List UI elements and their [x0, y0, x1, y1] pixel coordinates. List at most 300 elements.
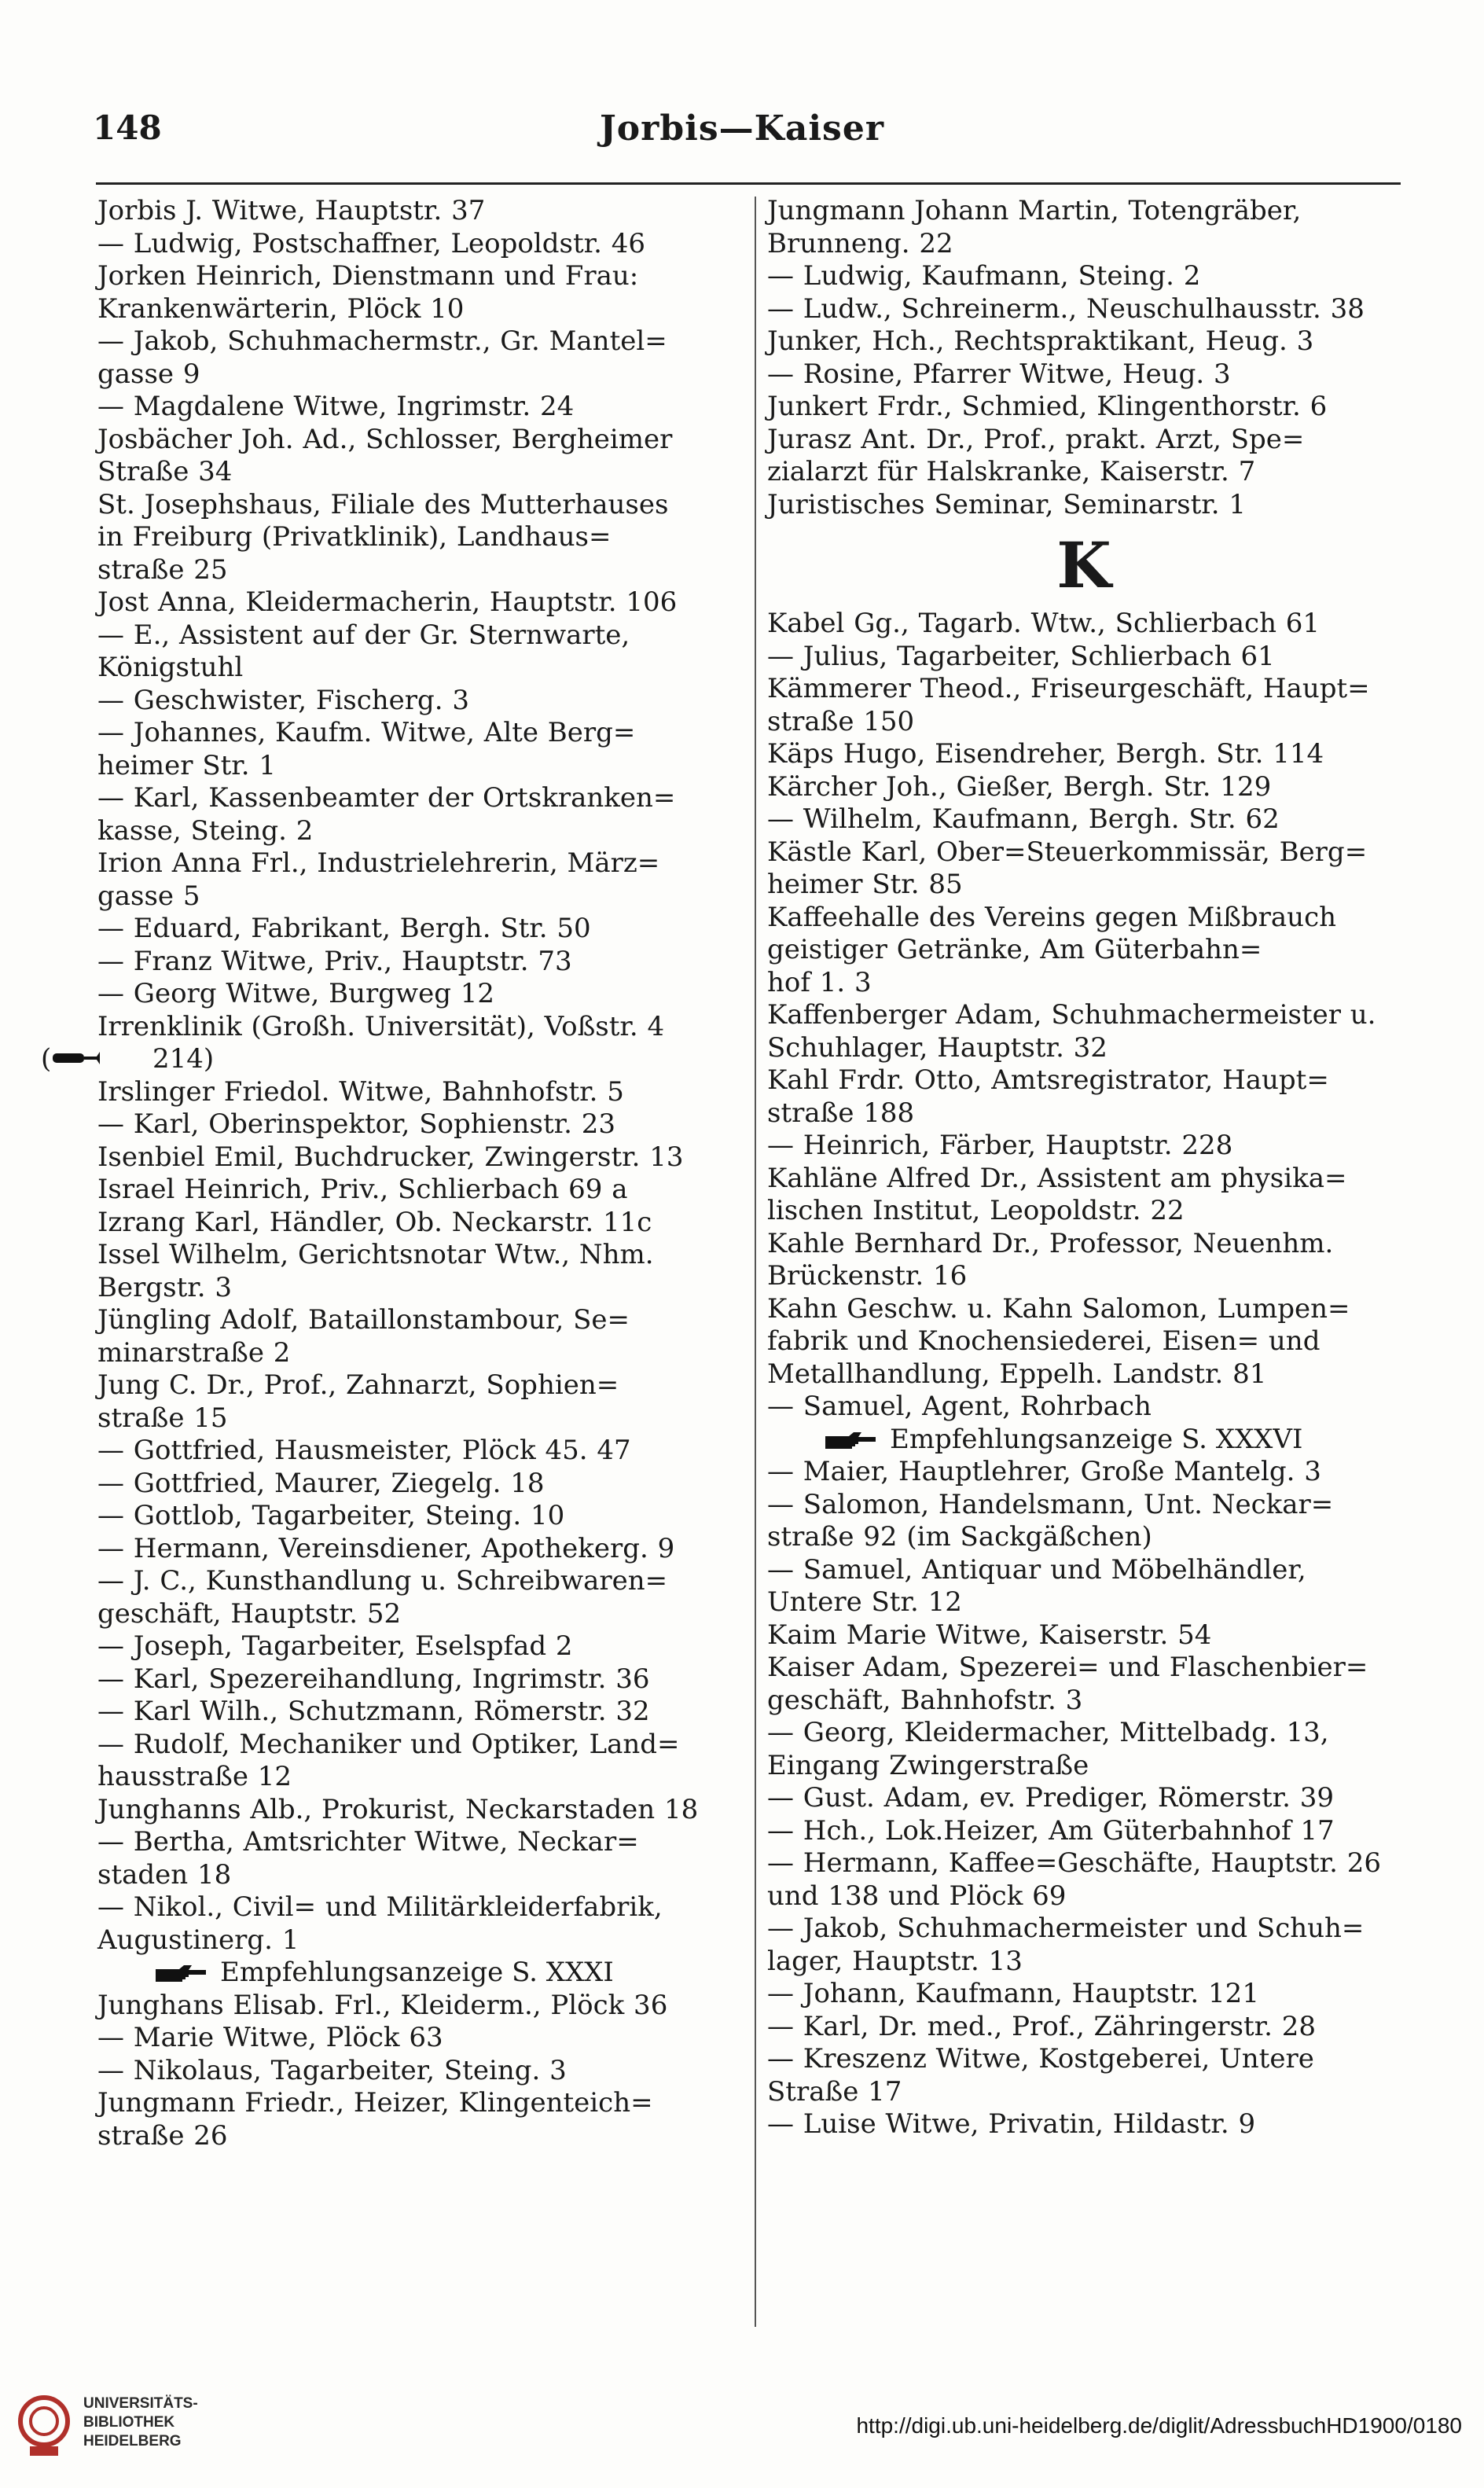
directory-entry	[97, 424, 747, 489]
directory-entry	[97, 1141, 747, 1174]
entry-text: lischen Institut, Leopoldstr. 22	[767, 1195, 1185, 1226]
library-seal-icon	[14, 2390, 74, 2465]
entry-text: straße 15	[97, 1402, 228, 1434]
section-letter: K	[1056, 528, 1111, 602]
entry-text: — Heinrich, Färber, Hauptstr. 228	[767, 1130, 1233, 1161]
entry-text: — Geschwister, Fischerg. 3	[97, 684, 470, 716]
entry-line	[767, 836, 1401, 869]
entry-line	[97, 1141, 747, 1174]
entry-text: geschäft, Bahnhofstr. 3	[767, 1684, 1083, 1716]
entry-text: Kämmerer Theod., Friseurgeschäft, Haupt=	[767, 673, 1370, 704]
entry-text: Kärcher Joh., Gießer, Bergh. Str. 129	[767, 770, 1272, 803]
entry-line	[97, 1010, 747, 1044]
directory-entry	[767, 641, 1401, 674]
entry-text: — Jakob, Schuhmachermstr., Gr. Mantel=	[97, 325, 667, 357]
directory-entry	[97, 2055, 747, 2088]
entry-text: Izrang Karl, Händler, Ob. Neckarstr. 11c	[97, 1206, 652, 1238]
entry-line	[767, 608, 1401, 641]
entry-text: St. Josephshaus, Filiale des Mutterhauses	[97, 488, 669, 520]
directory-entry	[767, 391, 1401, 424]
column-divider	[755, 197, 756, 2327]
directory-entry	[767, 1652, 1401, 1717]
entry-line	[97, 1239, 747, 1272]
directory-entry	[767, 1064, 1401, 1130]
entry-text: — Georg Witwe, Burgweg 12	[97, 978, 495, 1009]
entry-text: fabrik und Knochensiederei, Eisen= und	[767, 1325, 1321, 1357]
entry-text: — Ludw., Schreinerm., Neuschulhausstr. 38	[767, 292, 1365, 325]
entry-line	[97, 1696, 747, 1729]
entry-text: 214)	[152, 1043, 215, 1075]
entry-line	[767, 1814, 1401, 1848]
entry-line	[767, 1553, 1401, 1587]
directory-entry	[97, 1990, 747, 2023]
entry-continuation	[767, 1195, 1401, 1228]
entry-line	[97, 1467, 747, 1501]
entry-text: — Gust. Adam, ev. Prediger, Römerstr. 39	[767, 1782, 1335, 1814]
entry-line	[97, 978, 747, 1011]
entry-text: Schuhlager, Hauptstr. 32	[767, 1031, 1107, 1064]
directory-entry	[767, 999, 1401, 1064]
entry-text: — Hermann, Vereinsdiener, Apothekerg. 9	[97, 1532, 675, 1564]
entry-line	[767, 1847, 1401, 1880]
entry-text: Issel Wilhelm, Gerichtsnotar Wtw., Nhm.	[97, 1239, 654, 1270]
entry-text: — Maier, Hauptlehrer, Große Mantelg. 3	[767, 1456, 1321, 1487]
entry-text: — Johann, Kaufmann, Hauptstr. 121	[767, 1978, 1259, 2009]
entry-text: — Marie Witwe, Plöck 63	[97, 2022, 443, 2053]
directory-entry	[767, 2011, 1401, 2044]
entry-text: — Karl, Spezereihandlung, Ingrimstr. 36	[97, 1663, 650, 1695]
entry-continuation	[97, 652, 747, 685]
entry-text: Jungmann Johann Martin, Totengräber,	[767, 195, 1302, 226]
directory-entry	[97, 391, 747, 424]
entry-text: — Ludwig, Kaufmann, Steing. 2	[767, 260, 1201, 292]
entry-line	[97, 1891, 747, 1924]
entry-text: Straße 34	[97, 456, 233, 487]
advertisement-note	[767, 1424, 1401, 1457]
entry-continuation	[767, 1260, 1401, 1293]
entry-text: straße 92 (im Sackgäßchen)	[767, 1521, 1152, 1553]
entry-text: Kaffeehalle des Vereins gegen Mißbrauch	[767, 901, 1337, 933]
entry-line	[97, 227, 747, 261]
entry-continuation	[767, 966, 1401, 1000]
entry-text: Israel Heinrich, Priv., Schlierbach 69 a	[97, 1174, 628, 1205]
entry-line	[97, 717, 747, 750]
directory-entry	[767, 293, 1401, 326]
entry-line	[767, 292, 1401, 326]
directory-entry	[97, 1663, 747, 1696]
logo-line: BIBLIOTHEK	[83, 2414, 175, 2431]
entry-continuation	[97, 1336, 747, 1370]
directory-entry	[767, 195, 1401, 260]
entry-text: Metallhandlung, Eppelh. Landstr. 81	[767, 1358, 1267, 1390]
directory-entry	[97, 847, 747, 913]
directory-entry	[767, 1782, 1401, 1815]
entry-line	[97, 1663, 747, 1696]
entry-text: — Karl, Kassenbeamter der Ortskranken=	[97, 782, 676, 814]
entry-text: Brunneng. 22	[767, 227, 953, 259]
entry-text: — Rudolf, Mechaniker und Optiker, Land=	[97, 1728, 680, 1760]
page-header	[0, 108, 1484, 164]
entry-continuation	[767, 1749, 1401, 1783]
directory-entry	[97, 1435, 747, 1468]
entry-line	[767, 1064, 1401, 1097]
entry-text: — Karl, Oberinspektor, Sophienstr. 23	[97, 1108, 616, 1140]
entry-line	[97, 1304, 747, 1337]
directory-entry	[97, 685, 747, 718]
entry-text: Jost Anna, Kleidermacherin, Hauptstr. 106	[97, 586, 678, 618]
directory-entry	[97, 1500, 747, 1533]
right-column-top	[767, 195, 1401, 521]
entry-line	[97, 1206, 747, 1240]
entry-text: Kästle Karl, Ober=Steuerkommissär, Berg=	[767, 836, 1368, 868]
directory-entry	[97, 1630, 747, 1663]
logo-line: HEIDELBERG	[83, 2433, 182, 2449]
entry-text: Irslinger Friedol. Witwe, Bahnhofstr. 5	[97, 1075, 624, 1108]
entry-text: — Joseph, Tagarbeiter, Eselspfad 2	[97, 1630, 573, 1662]
entry-line	[767, 260, 1401, 293]
header-rule	[96, 182, 1401, 185]
library-logo-text	[83, 2394, 198, 2451]
entry-text: Jüngling Adolf, Bataillonstambour, Se=	[97, 1304, 630, 1336]
entry-text: Junghanns Alb., Prokurist, Neckarstaden 18	[97, 1793, 699, 1825]
entry-text: Kaim Marie Witwe, Kaiserstr. 54	[767, 1619, 1212, 1651]
directory-entry	[767, 1717, 1401, 1782]
entry-text: — Gottfried, Maurer, Ziegelg. 18	[97, 1467, 545, 1499]
library-logo[interactable]	[14, 2390, 203, 2468]
entry-line	[767, 1391, 1401, 1424]
directory-entry	[767, 2108, 1401, 2141]
entry-continuation	[97, 1271, 747, 1305]
entry-continuation	[41, 1043, 747, 1076]
directory-entry	[767, 1815, 1401, 1848]
directory-entry	[97, 717, 747, 782]
entry-continuation	[97, 358, 747, 391]
entry-line	[767, 803, 1401, 836]
entry-continuation	[767, 227, 1401, 261]
entry-line	[97, 782, 747, 815]
entry-line	[97, 1500, 747, 1533]
entry-text: geistiger Getränke, Am Güterbahn=	[767, 934, 1262, 965]
entry-continuation	[97, 814, 747, 848]
entry-line	[767, 738, 1401, 771]
directory-entry	[97, 325, 747, 391]
entry-text: Straße 17	[767, 2075, 902, 2108]
entry-line	[97, 1532, 747, 1566]
entry-line	[97, 586, 747, 619]
entry-line	[97, 619, 747, 652]
entry-text: geschäft, Hauptstr. 52	[97, 1597, 402, 1630]
entry-text: zialarzt für Halskranke, Kaiserstr. 7	[767, 456, 1256, 487]
entry-text: heimer Str. 85	[767, 869, 963, 900]
directory-entry	[767, 424, 1401, 489]
entry-line	[767, 1619, 1401, 1652]
entry-text: — E., Assistent auf der Gr. Sternwarte,	[97, 619, 630, 651]
directory-entry	[97, 1533, 747, 1566]
directory-entry	[97, 978, 747, 1011]
directory-entry	[97, 2022, 747, 2055]
entry-line	[97, 1728, 747, 1762]
page-number: 148	[93, 108, 162, 147]
directory-entry	[41, 1010, 747, 1076]
entry-continuation	[767, 1684, 1401, 1718]
directory-entry	[97, 195, 747, 228]
entry-line	[767, 488, 1401, 522]
entry-line	[767, 673, 1401, 706]
directory-entry	[97, 1108, 747, 1141]
entry-line	[767, 391, 1401, 424]
directory-entry	[97, 228, 747, 261]
entry-line	[767, 1717, 1401, 1750]
entry-continuation	[97, 521, 747, 554]
entry-text: Juristisches Seminar, Seminarstr. 1	[767, 488, 1247, 520]
entry-text: — Jakob, Schuhmachermeister und Schuh=	[767, 1913, 1365, 1944]
directory-entry	[97, 586, 747, 619]
entry-text: Kabel Gg., Tagarb. Wtw., Schlierbach 61	[767, 608, 1321, 639]
telephone-icon: (	[97, 1043, 148, 1076]
entry-line	[767, 1162, 1401, 1196]
entry-continuation	[767, 1880, 1401, 1913]
directory-entry	[767, 1847, 1401, 1913]
entry-continuation	[767, 456, 1401, 489]
entry-text: — Johannes, Kaufm. Witwe, Alte Berg=	[97, 717, 636, 748]
directory-entry	[97, 260, 747, 325]
entry-line	[767, 358, 1401, 391]
entry-line	[97, 1826, 747, 1859]
entry-line	[767, 2043, 1401, 2076]
directory-entry	[97, 1239, 747, 1304]
directory-entry	[767, 1293, 1401, 1391]
entry-text: Bergstr. 3	[97, 1271, 232, 1303]
directory-entry	[767, 1163, 1401, 1228]
directory-entry	[767, 1619, 1401, 1652]
entry-text: Irrenklinik (Großh. Universität), Voßstr. 4	[97, 1010, 665, 1042]
directory-entry	[97, 1076, 747, 1109]
entry-line	[97, 684, 747, 718]
entry-continuation	[97, 1402, 747, 1435]
entry-continuation	[97, 1858, 747, 1892]
running-title: Jorbis—Kaiser	[599, 108, 884, 149]
entry-line	[767, 2010, 1401, 2044]
directory-entry	[767, 771, 1401, 804]
entry-line	[97, 1108, 747, 1141]
entry-text: heimer Str. 1	[97, 749, 277, 781]
entry-continuation	[97, 1597, 747, 1631]
directory-entry	[97, 1696, 747, 1729]
entry-line	[97, 913, 747, 946]
entry-continuation	[767, 1521, 1401, 1554]
entry-text: hausstraße 12	[97, 1761, 292, 1792]
logo-line: UNIVERSITÄTS-	[83, 2395, 198, 2412]
entry-line	[767, 640, 1401, 674]
directory-entry	[97, 1729, 747, 1794]
entry-line	[97, 488, 747, 522]
directory-entry	[97, 1565, 747, 1630]
entry-text: Untere Str. 12	[767, 1586, 962, 1618]
entry-continuation	[767, 1586, 1401, 1619]
entry-text: kasse, Steing. 2	[97, 814, 314, 847]
entry-text: — Karl, Dr. med., Prof., Zähringerstr. 28	[767, 2010, 1317, 2042]
entry-line	[767, 1456, 1401, 1489]
directory-entry	[767, 738, 1401, 771]
entry-line	[97, 945, 747, 979]
directory-entry	[767, 1228, 1401, 1293]
directory-entry	[97, 1794, 747, 1827]
entry-continuation	[97, 456, 747, 489]
entry-text: straße 188	[767, 1097, 915, 1129]
entry-text: Isenbiel Emil, Buchdrucker, Zwingerstr. 13	[97, 1141, 684, 1173]
entry-line	[767, 423, 1401, 457]
entry-text: gasse 5	[97, 880, 200, 912]
entry-line	[767, 1978, 1401, 2011]
directory-entry	[97, 1369, 747, 1435]
entry-text: — Wilhelm, Kaufmann, Bergh. Str. 62	[767, 803, 1280, 835]
entry-text: Kaiser Adam, Spezerei= und Flaschenbier=	[767, 1652, 1368, 1683]
entry-text: — Georg, Kleidermacher, Mittelbadg. 13,	[767, 1717, 1329, 1748]
entry-text: — Gottlob, Tagarbeiter, Steing. 10	[97, 1500, 565, 1531]
entry-line	[767, 195, 1401, 228]
entry-continuation	[767, 1358, 1401, 1391]
directory-entry	[97, 1304, 747, 1369]
entry-text: Kahläne Alfred Dr., Assistent am physika=	[767, 1162, 1347, 1194]
entry-continuation	[97, 553, 747, 587]
entry-line	[767, 1652, 1401, 1685]
directory-entry	[767, 1554, 1401, 1619]
entry-line	[97, 847, 747, 880]
right-column	[767, 195, 1401, 2333]
entry-text: — Nikol., Civil= und Militärkleiderfabrik,	[97, 1891, 663, 1923]
directory-entry	[767, 1913, 1401, 1978]
entry-text: in Freiburg (Privatklinik), Landhaus=	[97, 521, 612, 553]
entry-text: hof 1. 3	[767, 966, 872, 998]
entry-line	[97, 1174, 747, 1207]
entry-continuation	[767, 869, 1401, 902]
entry-text: straße 25	[97, 553, 228, 586]
entry-text: Junker, Hch., Rechtspraktikant, Heug. 3	[767, 325, 1314, 357]
directory-entry	[767, 2043, 1401, 2108]
entry-text: — Luise Witwe, Privatin, Hildastr. 9	[767, 2108, 1256, 2140]
entry-line	[97, 2022, 747, 2055]
right-column-bottom	[767, 608, 1401, 2141]
directory-entry	[767, 803, 1401, 836]
entry-text: Jung C. Dr., Prof., Zahnarzt, Sophien=	[97, 1369, 619, 1401]
directory-entry	[767, 608, 1401, 641]
entry-text: staden 18	[97, 1858, 232, 1891]
entry-text: — Samuel, Antiquar und Möbelhändler,	[767, 1553, 1306, 1586]
entry-continuation	[97, 1761, 747, 1794]
entry-line	[97, 1075, 747, 1109]
entry-text: — Kreszenz Witwe, Kostgeberei, Untere	[767, 2043, 1314, 2075]
entry-text: Jorbis J. Witwe, Hauptstr. 37	[97, 195, 486, 226]
entry-text: — Nikolaus, Tagarbeiter, Steing. 3	[97, 2054, 567, 2086]
entry-text: Josbächer Joh. Ad., Schlosser, Bergheimer	[97, 423, 673, 455]
entry-text: Augustinerg. 1	[97, 1924, 299, 1956]
directory-entry	[767, 902, 1401, 1000]
entry-text: Junghans Elisab. Frl., Kleiderm., Plöck 36	[97, 1989, 668, 2021]
entry-text: — Bertha, Amtsrichter Witwe, Neckar=	[97, 1826, 639, 1858]
entry-text: Käps Hugo, Eisendreher, Bergh. Str. 114	[767, 738, 1324, 770]
pointing-hand-icon	[824, 1424, 879, 1457]
directory-entry	[97, 489, 747, 587]
entry-continuation	[767, 1945, 1401, 1979]
entry-text: — Salomon, Handelsmann, Unt. Neckar=	[767, 1488, 1334, 1520]
entry-text: Jorken Heinrich, Dienstmann und Frau:	[97, 260, 639, 292]
entry-continuation	[97, 292, 747, 326]
entry-line	[767, 1227, 1401, 1261]
entry-continuation	[767, 1031, 1401, 1065]
entry-line	[97, 1989, 747, 2023]
entry-text: — Samuel, Agent, Rohrbach	[767, 1391, 1152, 1422]
entry-continuation	[767, 934, 1401, 967]
entry-line	[97, 1369, 747, 1402]
entry-line	[97, 325, 747, 358]
entry-continuation	[767, 2075, 1401, 2109]
entry-text: Jungmann Friedr., Heizer, Klingenteich=	[97, 2087, 653, 2119]
directory-entry	[767, 1489, 1401, 1554]
entry-continuation	[97, 749, 747, 783]
directory-entry	[97, 946, 747, 979]
directory-entry	[97, 1207, 747, 1240]
entry-text: minarstraße 2	[97, 1336, 291, 1369]
entry-text: gasse 9	[97, 358, 200, 390]
entry-line	[767, 901, 1401, 935]
entry-text: — Hermann, Kaffee=Geschäfte, Hauptstr. 26	[767, 1847, 1381, 1879]
entry-line	[97, 1565, 747, 1598]
entry-line	[97, 1793, 747, 1827]
entry-text: — Karl Wilh., Schutzmann, Römerstr. 32	[97, 1696, 650, 1727]
entry-continuation	[97, 880, 747, 913]
entry-line	[767, 770, 1401, 804]
directory-entry	[767, 1391, 1401, 1424]
entry-line	[97, 1435, 747, 1468]
entry-line	[97, 195, 747, 228]
source-url[interactable]: http://digi.ub.uni-heidelberg.de/diglit/AdressbuchHD1900/0180	[856, 2413, 1462, 2438]
entry-text: — Eduard, Fabrikant, Bergh. Str. 50	[97, 913, 591, 944]
directory-entry	[767, 325, 1401, 358]
directory-entry	[767, 489, 1401, 522]
entry-text: — Magdalene Witwe, Ingrimstr. 24	[97, 391, 575, 422]
entry-line	[97, 391, 747, 424]
advertisement-note	[97, 1957, 747, 1990]
directory-entry	[97, 1174, 747, 1207]
directory-entry	[97, 2087, 747, 2152]
entry-line	[767, 999, 1401, 1032]
entry-text: Krankenwärterin, Plöck 10	[97, 292, 465, 325]
entry-text: Kahle Bernhard Dr., Professor, Neuenhm.	[767, 1227, 1334, 1259]
entry-text: — J. C., Kunsthandlung u. Schreibwaren=	[97, 1565, 668, 1597]
advertisement-text: Empfehlungsanzeige S. XXXI	[220, 1957, 614, 1988]
entry-text: Kaffenberger Adam, Schuhmachermeister u.	[767, 999, 1376, 1031]
entry-text: Jurasz Ant. Dr., Prof., prakt. Arzt, Spe=	[767, 423, 1305, 455]
entry-text: Irion Anna Frl., Industrielehrerin, März=	[97, 847, 660, 879]
entry-line	[97, 260, 747, 293]
directory-entry	[97, 619, 747, 685]
entry-continuation	[767, 1097, 1401, 1130]
entry-text: Kahn Geschw. u. Kahn Salomon, Lumpen=	[767, 1292, 1350, 1325]
entry-text: Junkert Frdr., Schmied, Klingenthorstr. 6	[767, 391, 1328, 422]
left-column	[41, 195, 747, 2333]
entry-continuation	[767, 1325, 1401, 1358]
entry-line	[767, 1292, 1401, 1326]
directory-entry	[97, 913, 747, 946]
entry-text: lager, Hauptstr. 13	[767, 1945, 1023, 1977]
entry-text: — Julius, Tagarbeiter, Schlierbach 61	[767, 640, 1275, 672]
entry-text: straße 26	[97, 2119, 228, 2152]
entry-text: Kahl Frdr. Otto, Amtsregistrator, Haupt=	[767, 1064, 1329, 1096]
entry-line	[767, 1130, 1401, 1163]
entry-text: — Gottfried, Hausmeister, Plöck 45. 47	[97, 1435, 631, 1466]
entry-line	[767, 1913, 1401, 1946]
directory-entry	[767, 358, 1401, 391]
